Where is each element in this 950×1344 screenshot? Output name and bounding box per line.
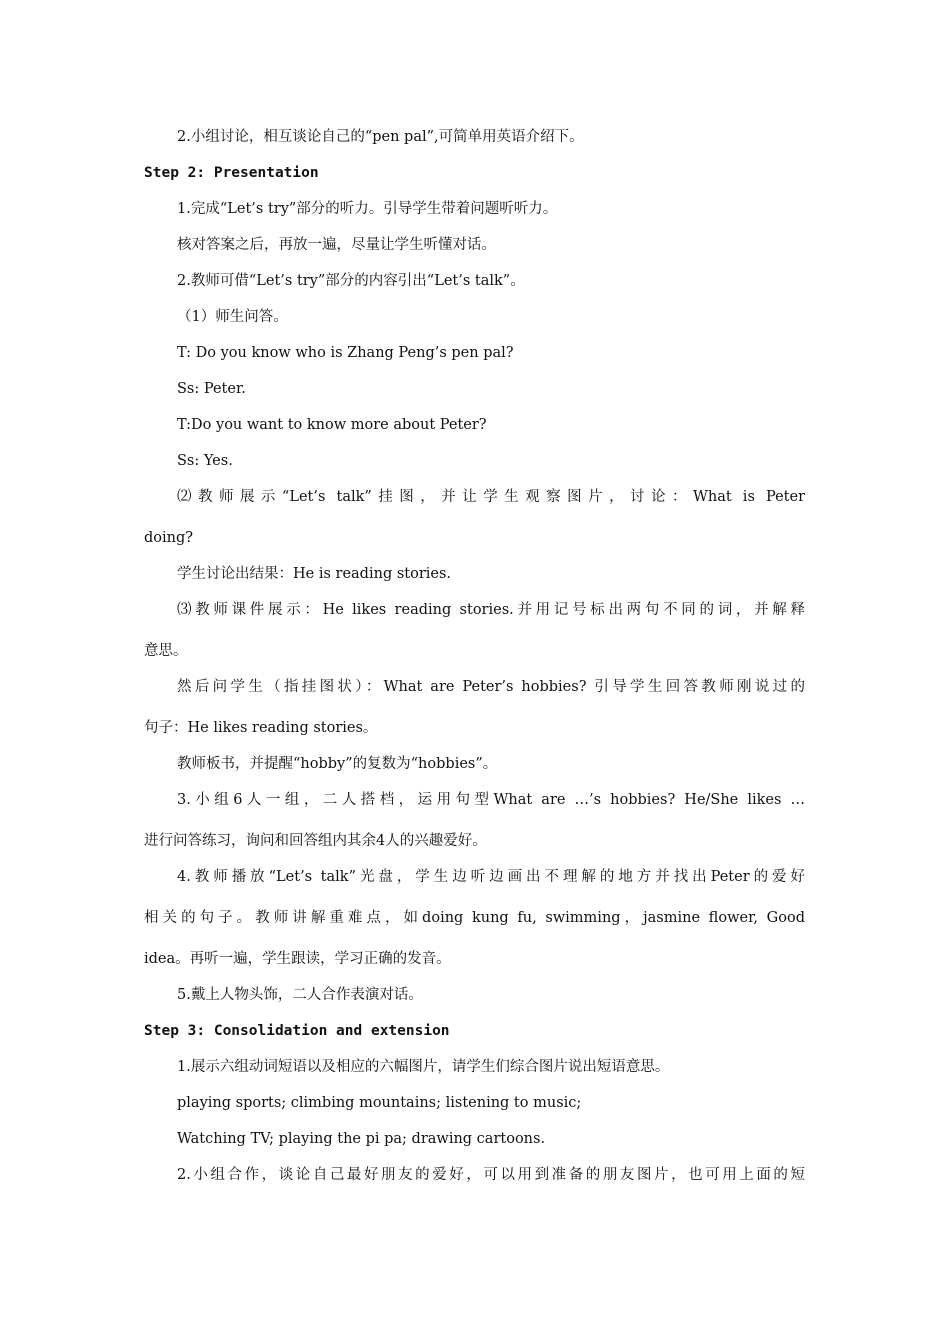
paragraph-line: 教师板书，并提醒“hobby”的复数为“hobbies”。 (177, 756, 498, 772)
paragraph-line: 进行问答练习，询问和回答组内其余4人的兴趣爱好。 (144, 833, 487, 849)
section-heading: Step 2: Presentation (144, 165, 319, 181)
paragraph-line: 5.戴上人物头饰，二人合作表演对话。 (177, 987, 423, 1003)
section-heading: Step 3: Consolidation and extension (144, 1023, 450, 1039)
paragraph-line: 2.小组合作，谈论自己最好朋友的爱好，可以用到准备的朋友图片，也可用上面的短 (177, 1167, 805, 1183)
paragraph-line: 意思。 (144, 643, 188, 659)
paragraph-line: T:Do you want to know more about Peter? (177, 417, 487, 433)
paragraph-line: doing? (144, 530, 194, 546)
paragraph-line: 句子：He likes reading stories。 (144, 720, 378, 736)
paragraph-line: 4.教师播放“Let’s talk”光盘，学生边听边画出不理解的地方并找出Peter的爱好 (177, 869, 805, 885)
paragraph-line: 1.完成“Let’s try”部分的听力。引导学生带着问题听听力。 (177, 201, 558, 217)
paragraph-line: 3.小组6人一组，二人搭档，运用句型What are …’s hobbies? He/She likes … (177, 792, 805, 808)
paragraph-line: Ss: Peter. (177, 381, 246, 397)
paragraph-line: 核对答案之后，再放一遍，尽量让学生听懂对话。 (177, 237, 496, 253)
paragraph-line: idea。再听一遍，学生跟读，学习正确的发音。 (144, 951, 451, 967)
paragraph-line: 学生讨论出结果：He is reading stories. (177, 566, 452, 582)
paragraph-line: ⑶教师课件展示：He likes reading stories.并用记号标出两句不同的词，并解释 (177, 602, 805, 618)
paragraph-line: 1.展示六组动词短语以及相应的六幅图片，请学生们综合图片说出短语意思。 (177, 1059, 670, 1075)
paragraph-line: T: Do you know who is Zhang Peng’s pen pal? (177, 345, 514, 361)
paragraph-line: 然后问学生（指挂图状）：What are Peter’s hobbies? 引导学生回答教师刚说过的 (177, 679, 805, 695)
paragraph-line: 2.小组讨论，相互谈论自己的“pen pal”,可简单用英语介绍下。 (177, 129, 584, 145)
paragraph-line: 相关的句子。教师讲解重难点，如doing kung fu, swimming，jasmine flower, Good (144, 910, 805, 926)
paragraph-line: Ss: Yes. (177, 453, 233, 469)
paragraph-line: playing sports; climbing mountains; listening to music; (177, 1095, 582, 1111)
paragraph-line: 2.教师可借“Let’s try”部分的内容引出“Let’s talk”。 (177, 273, 525, 289)
paragraph-line: （1）师生问答。 (177, 309, 288, 325)
paragraph-line: Watching TV; playing the pi pa; drawing cartoons. (177, 1131, 546, 1147)
paragraph-line: ⑵教师展示“Let’s talk”挂图，并让学生观察图片，讨论：What is Peter (177, 489, 805, 505)
